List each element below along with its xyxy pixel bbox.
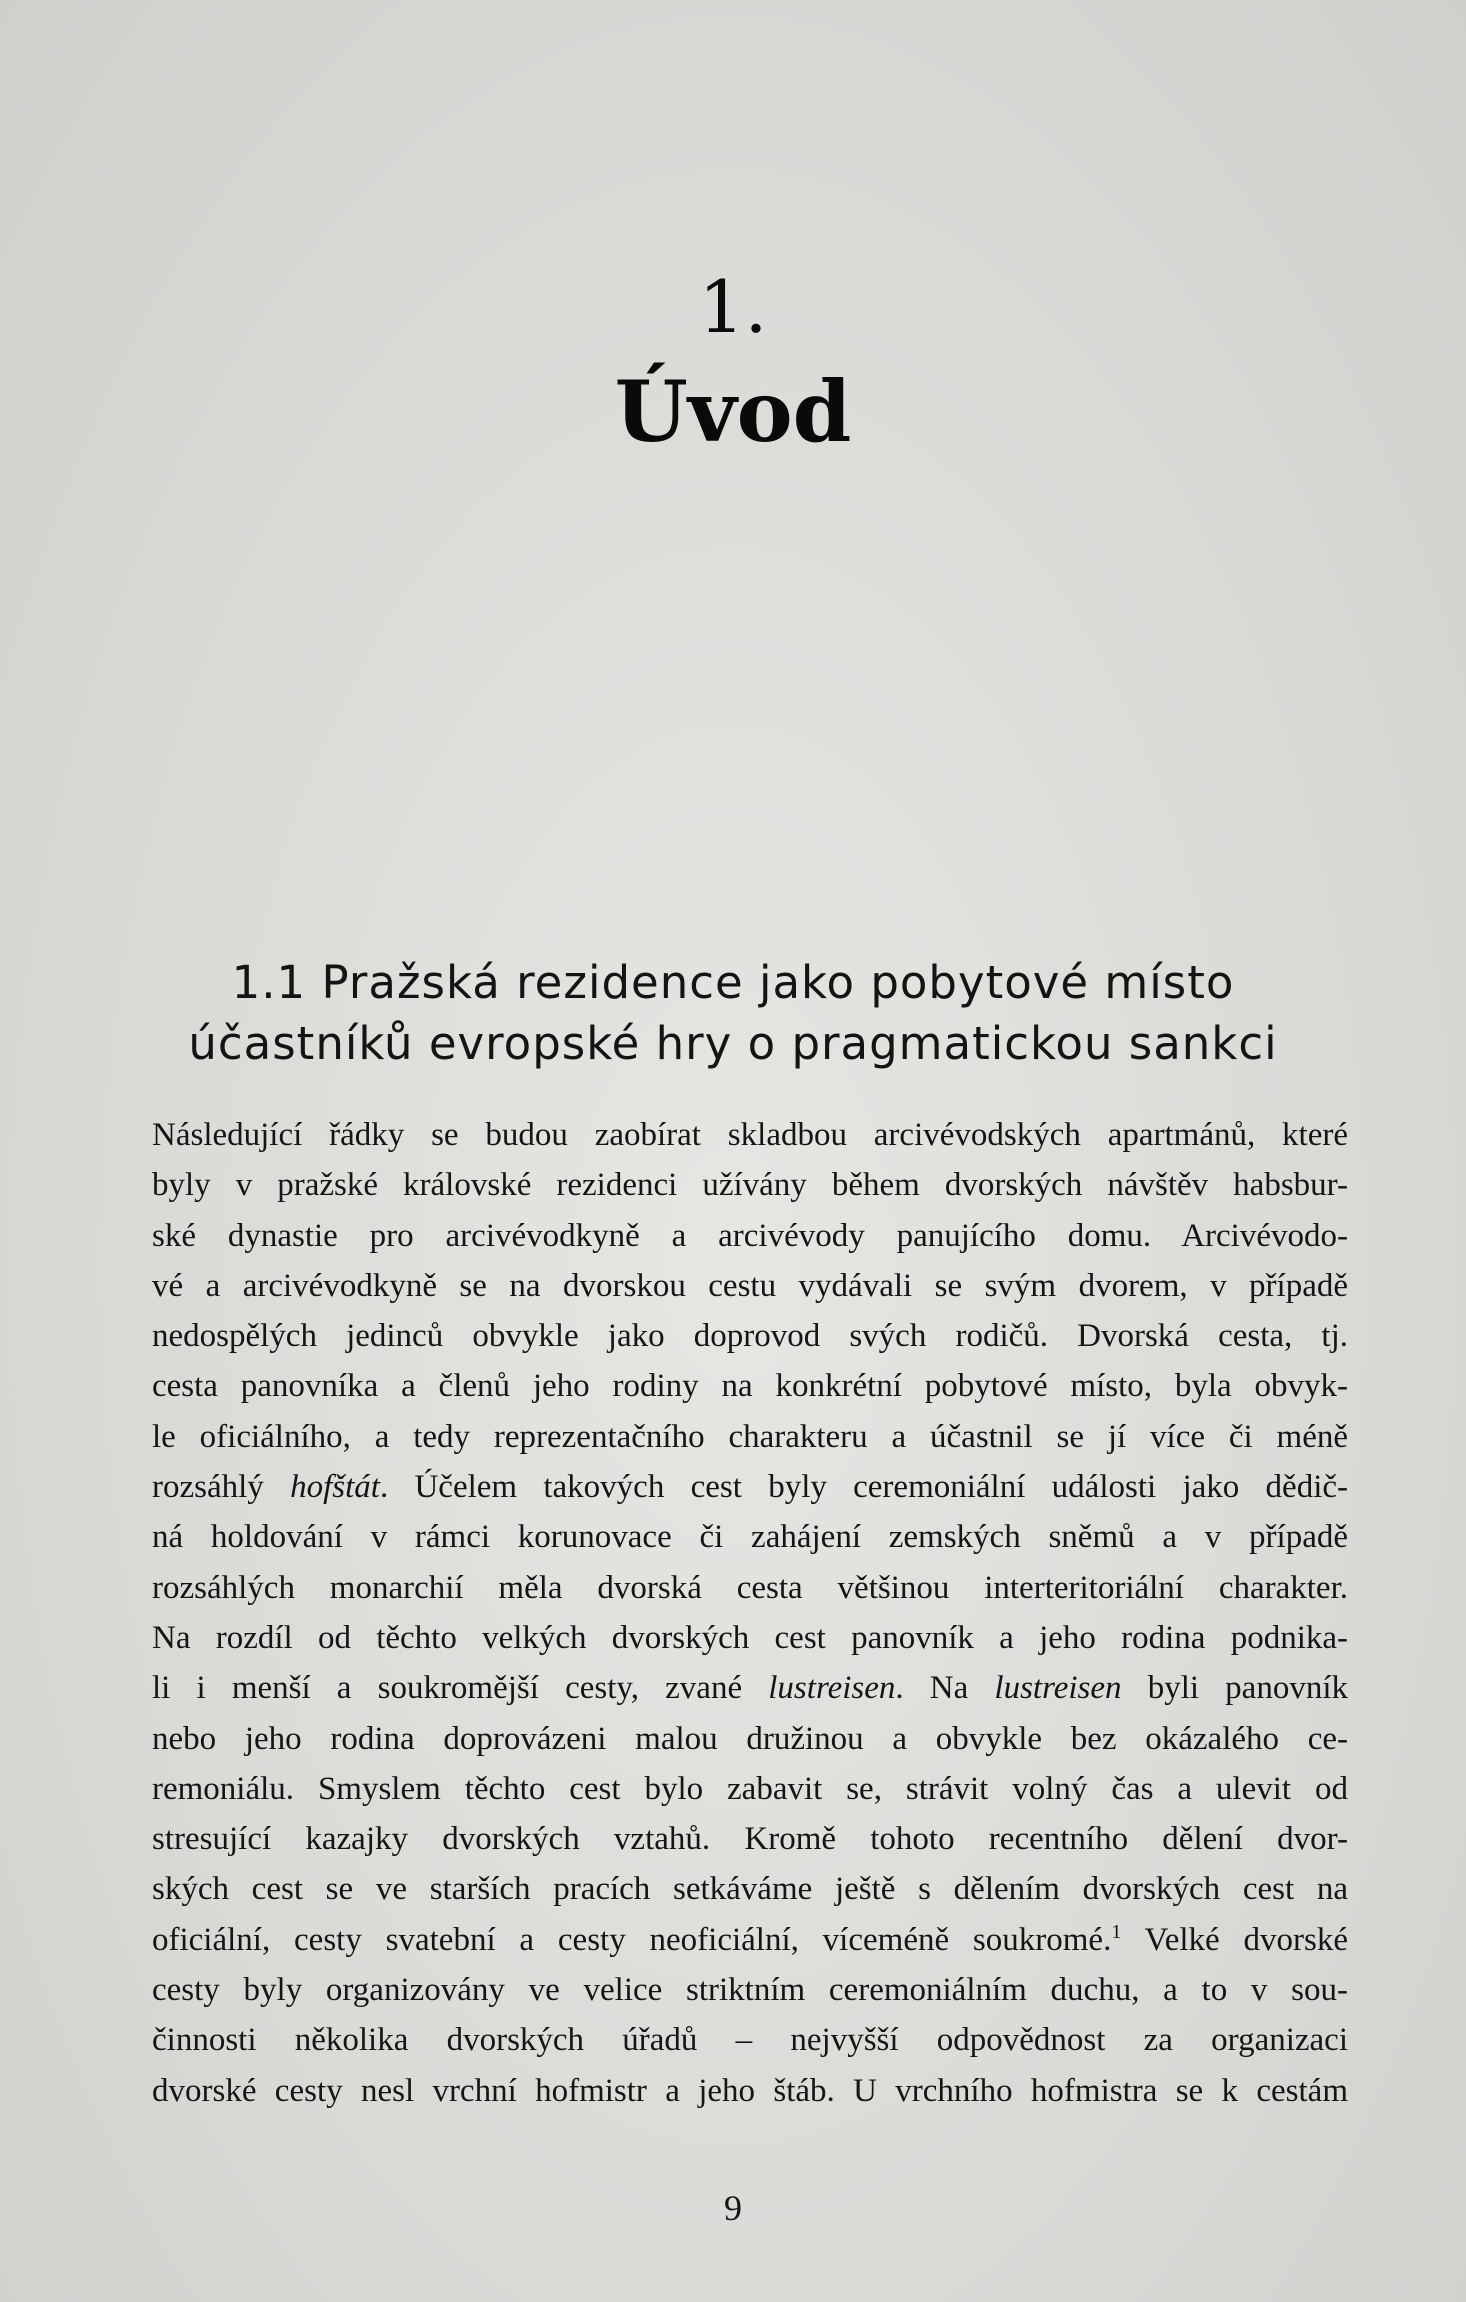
section-heading-line-2: účastníků evropské hry o pragmatickou sankci <box>188 1017 1278 1070</box>
chapter-title: Úvod <box>614 362 852 461</box>
body-line: byly v pražské královské rezidenci užívány během dvorských návštěv habsbur- <box>152 1167 1348 1204</box>
page-number: 9 <box>724 2188 742 2228</box>
body-line: Na rozdíl od těchto velkých dvorských cest panovník a jeho rodina podnika- <box>152 1619 1348 1656</box>
footnote-marker[interactable]: 1 <box>1111 1920 1122 1943</box>
body-line: cesty byly organizovány ve velice striktním ceremoniálním duchu, a to v sou- <box>152 1972 1348 2009</box>
section-heading <box>150 952 1316 1074</box>
body-line: nebo jeho rodina doprovázeni malou družinou a obvykle bez okázalého ce- <box>152 1720 1348 1757</box>
body-line: ských cest se ve starších pracích setkáváme ještě s dělením dvorských cest na <box>152 1871 1348 1908</box>
chapter-number: 1. <box>698 265 768 349</box>
body-line: ské dynastie pro arcivévodkyně a arcivévody panujícího domu. Arcivévodo- <box>152 1217 1348 1254</box>
body-line: rozsáhlých monarchií měla dvorská cesta většinou interteritoriální charakter. <box>152 1569 1348 1606</box>
section-heading-line-1: 1.1 Pražská rezidence jako pobytové místo <box>231 956 1235 1009</box>
text-run: oficiální, cesty svatební a cesty neoficiální, víceméně soukromé. <box>152 1921 1112 1958</box>
body-line: dvorské cesty nesl vrchní hofmistr a jeho štáb. U vrchního hofmistra se k cestám <box>152 2072 1348 2109</box>
italic-term: lustreisen <box>768 1670 896 1707</box>
body-line: remoniálu. Smyslem těchto cest bylo zabavit se, strávit volný čas a ulevit od <box>152 1770 1348 1807</box>
text-run: Velké dvorské <box>1121 1921 1348 1958</box>
italic-term: hofštát <box>290 1469 380 1506</box>
body-line <box>152 1663 1348 1713</box>
body-line: Následující řádky se budou zaobírat skladbou arcivévodských apartmánů, které <box>152 1117 1348 1153</box>
text-run: rozsáhlý <box>152 1469 291 1506</box>
body-line: stresující kazajky dvorských vztahů. Kromě tohoto recentního dělení dvor- <box>152 1821 1348 1858</box>
body-paragraph <box>152 1110 1348 2116</box>
body-line: le oficiálního, a tedy reprezentačního charakteru a účastnil se jí více či méně <box>152 1418 1348 1455</box>
text-run: li i menší a soukromější cesty, zvané <box>152 1670 769 1707</box>
body-line <box>152 1462 1348 1512</box>
body-line: nedospělých jedinců obvykle jako doprovod svých rodičů. Dvorská cesta, tj. <box>152 1318 1348 1355</box>
text-run: . Na <box>895 1670 995 1707</box>
body-line: činnosti několika dvorských úřadů – nejvyšší odpovědnost za organizaci <box>152 2022 1348 2059</box>
body-line: vé a arcivévodkyně se na dvorskou cestu vydávali se svým dvorem, v případě <box>152 1267 1348 1304</box>
body-line: cesta panovníka a členů jeho rodiny na konkrétní pobytové místo, byla obvyk- <box>152 1368 1348 1405</box>
text-run: . Účelem takových cest byly ceremoniální události jako dědič- <box>379 1469 1348 1506</box>
body-line <box>152 1915 1348 1965</box>
text-run: byli panovník <box>1121 1670 1348 1707</box>
body-line: ná holdování v rámci korunovace či zahájení zemských sněmů a v případě <box>152 1519 1348 1556</box>
italic-term: lustreisen <box>994 1670 1122 1707</box>
